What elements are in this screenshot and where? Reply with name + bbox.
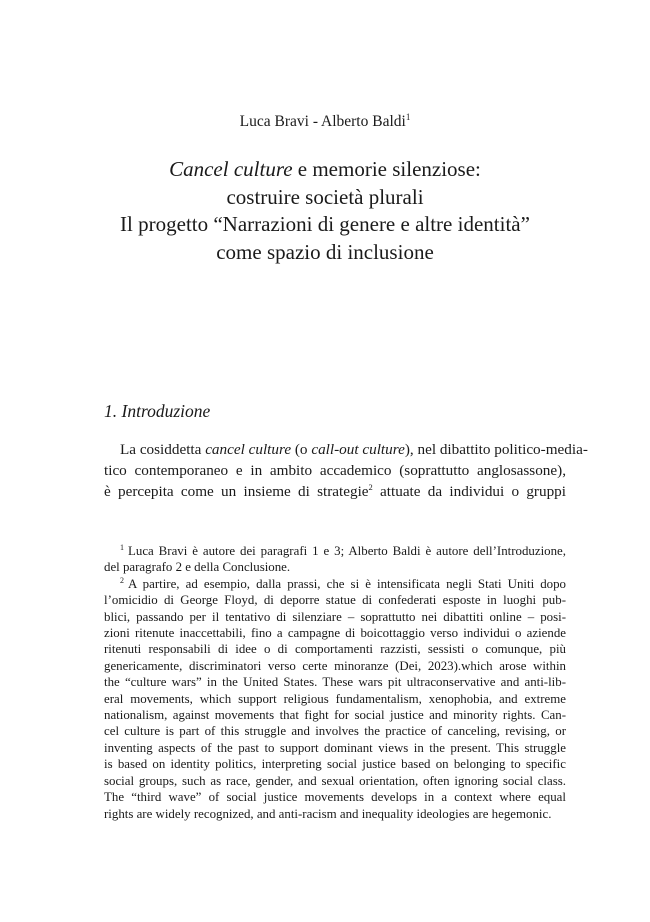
footnote-2-line: rights are widely recognized, and anti-racism and inequality ideologies are hegemonic. <box>104 806 552 821</box>
body-line-3 <box>104 481 566 502</box>
footnote-2-line: inventing aspects of the past to support dominant views in the present. This struggle <box>104 740 566 755</box>
footnote-1-line-1 <box>104 543 566 559</box>
footnotes <box>104 543 566 822</box>
italic-term-call-out-culture: call-out culture <box>311 441 405 458</box>
footnote-2-line: zioni ritenute inaccettabili, fino a campagne di boicottaggio verso individui o aziende <box>104 626 566 641</box>
authors-text: Luca Bravi - Alberto Baldi <box>239 113 406 130</box>
footnote-2-line: eral movements, which support religious fundamentalism, xenophobia, and extreme <box>104 691 566 706</box>
title-italic-term: Cancel culture <box>169 157 293 181</box>
footnote-2-line: l’omicidio di George Floyd, di deporre statue di confederati esposte in luoghi pub- <box>104 593 566 608</box>
body-paragraph <box>104 439 588 502</box>
footnote-1-line-2: del paragrafo 2 e della Conclusione. <box>104 560 291 575</box>
title-line-3: Il progetto “Narrazioni di genere e altre identità” <box>120 212 530 236</box>
title-line-1 <box>60 156 590 184</box>
footnote-2-line: blici, passando per il tentativo di silenziare – soprattutto nei dibattiti online – posi- <box>104 609 566 624</box>
body-text-run: (o <box>291 441 312 458</box>
footnote-2-line: The “third wave” of social justice movements develops in a context where equal <box>104 790 566 805</box>
footnote-2-line: the “culture wars” in the United States. These wars pit ultraconservative and anti-lib- <box>104 675 566 690</box>
footnote-2-line-1 <box>104 576 566 592</box>
body-text-run: ), nel dibattito politico-media- <box>404 441 588 458</box>
footnote-2-line: genericamente, discriminatori verso certe minoranze (Dei, 2023).which arose within <box>104 658 566 673</box>
italic-term-cancel-culture: cancel culture <box>205 441 292 458</box>
footnote-2-line: nationalism, against movements that fight for social justice and minority rights. Can- <box>104 708 566 723</box>
body-text-run: attuate da individui o gruppi <box>372 483 566 500</box>
title-line-2: costruire società plurali <box>226 184 424 209</box>
title-line-1-rest: e memorie silenziose: <box>292 157 481 181</box>
article-title <box>60 156 590 266</box>
footnote-2-line: social groups, such as race, gender, and sexual orientation, often ignoring social class. <box>104 773 566 788</box>
footnote-reference: 2 <box>368 482 373 492</box>
footnote-2-line: cel culture is part of this struggle and involves the practice of canceling, revising, or <box>104 724 566 739</box>
author-line <box>0 112 650 132</box>
body-text-run: La cosiddetta <box>120 441 206 458</box>
footnote-2-line: ritenuti responsabili di idee o di comportamenti razzisti, sessisti o comunque, più <box>104 642 566 657</box>
footnote-2-marker: 2 <box>120 575 124 585</box>
body-line-1 <box>104 439 588 460</box>
footnote-1-marker: 1 <box>120 543 124 552</box>
footnote-1-text: Luca Bravi è autore dei paragrafi 1 e 3; Alberto Baldi è autore dell’Introduzione, <box>128 544 566 558</box>
body-text-run: è percepita come un insieme di strategie <box>104 483 369 500</box>
body-line-2: tico contemporaneo e in ambito accademico (soprattutto anglosassone), <box>104 462 566 479</box>
footnote-2-line: is based on identity politics, interpreting social justice based on belonging to specific <box>104 757 566 772</box>
section-heading: 1. Introduzione <box>104 401 211 421</box>
authors-footnote-marker: 1 <box>405 112 411 122</box>
title-line-4: come spazio di inclusione <box>216 239 434 264</box>
footnote-2-text: A partire, ad esempio, dalla prassi, che si è intensificata negli Stati Uniti dopo <box>128 576 566 591</box>
